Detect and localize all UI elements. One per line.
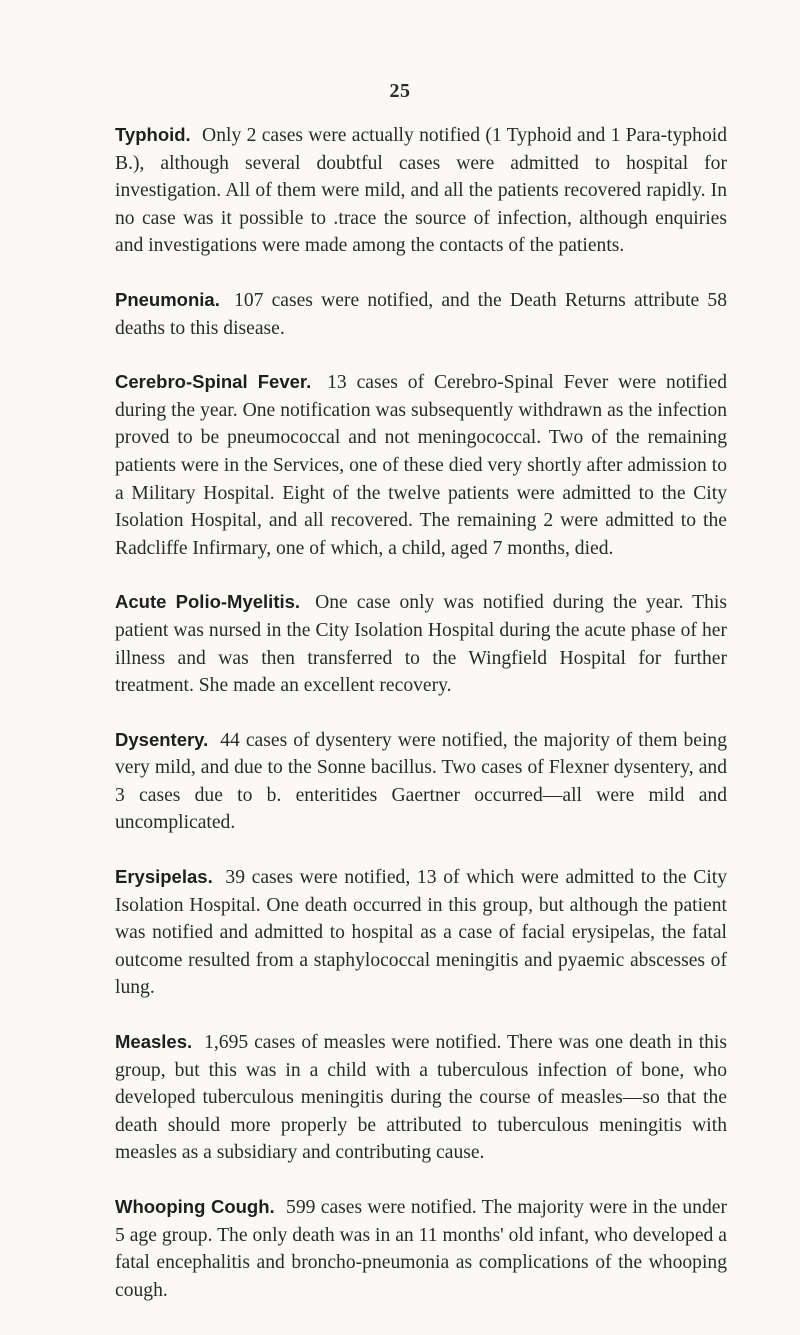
section-text: 44 cases of dysentery were notified, the majority of them being very mild, and due to the Sonne bacillus. Two cases of Flexner dysentery, and 3 cases due to b. enteritides Gaertner occurred—all were mild and uncomplicated.	[115, 729, 727, 834]
section-whooping-cough	[115, 1193, 727, 1304]
section-measles	[115, 1028, 727, 1167]
section-heading: Dysentery.	[115, 728, 209, 750]
section-dysentery	[115, 726, 727, 837]
section-text: 13 cases of Cerebro-Spinal Fever were notified during the year. One notification was subsequently withdrawn as the infection proved to be pneumococcal and not meningococcal. Two of the remaining patients were in the Services, one of these died very shortly after admission to a Military Hospital. Eight of the twelve patients were admitted to the City Isolation Hospital, and all recovered. The remaining 2 were admitted to the Radcliffe Infirmary, one of which, a child, aged 7 months, died.	[115, 372, 727, 559]
report-body	[115, 121, 727, 1330]
page-number: 25	[389, 80, 411, 102]
section-heading: Measles.	[115, 1031, 193, 1053]
section-heading: Whooping Cough.	[115, 1196, 275, 1217]
section-heading: Typhoid.	[115, 124, 191, 145]
section-cerebro-spinal-fever	[115, 368, 727, 562]
section-acute-polio-myelitis	[115, 588, 727, 699]
section-heading: Acute Polio-Myelitis.	[115, 591, 301, 613]
section-pneumonia	[115, 286, 727, 342]
section-heading: Pneumonia.	[115, 288, 220, 310]
section-heading: Cerebro-Spinal Fever.	[115, 371, 312, 393]
section-text: 599 cases were notified. The majority were in the under 5 age group. The only death was in an 11 months' old infant, who developed a fatal encephalitis and broncho-pneumonia as complications of the whooping cough.	[115, 1197, 727, 1301]
section-text: One case only was notified during the year. This patient was nursed in the City Isolation Hospital during the acute phase of her illness and was then transferred to the Wingfield Hospital for further treatment. She made an excellent recovery.	[115, 592, 727, 697]
section-erysipelas	[115, 863, 727, 1002]
section-heading: Erysipelas.	[115, 866, 213, 888]
section-text: 1,695 cases of measles were notified. There was one death in this group, but this was in a child with a tuberculous infection of bone, who developed tuberculous meningitis during the course of measles—so that the death should more properly be attributed to tuberculous meningitis with measles as a subsidiary and contributing cause.	[115, 1032, 728, 1164]
section-text: Only 2 cases were actually notified (1 Typhoid and 1 Para-typhoid B.), although several doubtful cases were admitted to hospital for investigation. All of them were mild, and all the patients recovered rapidly. In no case was it possible to .trace the source of infection, although enquiries and investigations were made among the contacts of the patients.	[115, 125, 727, 257]
section-text: 39 cases were notified, 13 of which were admitted to the City Isolation Hospital. One death occurred in this group, but although the patient was notified and admitted to hospital as a case of facial erysipelas, the fatal outcome resulted from a staphylococcal meningitis and pyaemic abscesses of lung.	[115, 867, 727, 999]
section-text: 107 cases were notified, and the Death Returns attribute 58 deaths to this disease.	[115, 289, 727, 339]
section-typhoid	[115, 121, 727, 260]
